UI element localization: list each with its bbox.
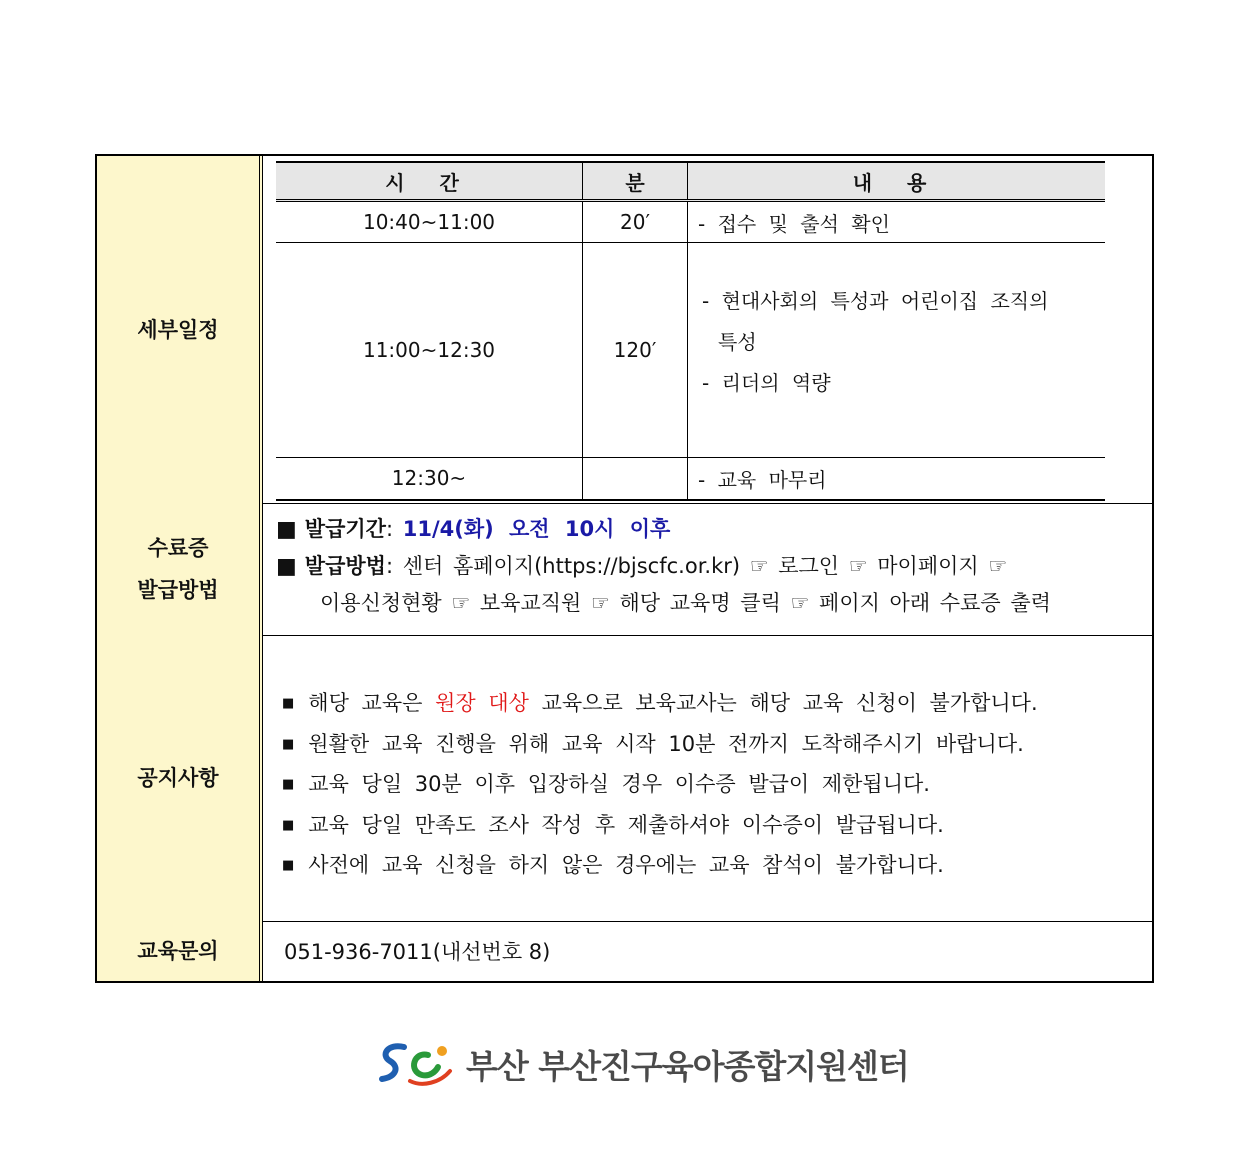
square-bullet-icon: ■ — [276, 517, 297, 542]
issue-method-line: ■ 발급방법: 센터 홈페이지(https://bjscfc.or.kr) ☞ 로그인 ☞ 마이페이지 ☞ — [276, 554, 1008, 579]
content-line: - 리더의 역량 — [702, 370, 831, 395]
notice-item: ■ 교육 당일 30분 이후 입장하실 경우 이수증 발급이 제한됩니다. — [282, 772, 930, 796]
table-row — [276, 201, 1105, 243]
schedule-header-row — [276, 162, 1105, 201]
notice-item: ■ 교육 당일 만족도 조사 작성 후 제출하셔야 이수증이 발급됩니다. — [282, 812, 944, 837]
time-cell: 12:30~ — [276, 458, 583, 500]
minutes-cell: 20′ — [583, 201, 688, 243]
square-bullet-icon: ■ — [282, 817, 295, 833]
square-bullet-icon: ■ — [282, 736, 295, 752]
certificate-label: 수료증 발급방법 — [97, 503, 263, 635]
issue-period-line: ■ 발급기간: 11/4(화) 오전 10시 이후 — [276, 517, 671, 542]
content-line: 특성 — [718, 329, 757, 354]
notice-item: ■ 해당 교육은 원장 대상 교육으로 보육교사는 해당 교육 신청이 불가합니다. — [282, 691, 1038, 715]
inquiry-row — [97, 921, 1152, 981]
schedule-row — [97, 156, 1152, 504]
notice-label: 공지사항 — [97, 635, 263, 921]
certificate-content — [264, 503, 1152, 635]
issue-method-text: 센터 홈페이지(https://bjscfc.or.kr) ☞ 로그인 ☞ 마이페이지 ☞ — [402, 554, 1008, 578]
header-time: 시 간 — [276, 162, 583, 201]
busan-logo-icon — [378, 1041, 458, 1087]
minutes-cell: 120′ — [583, 243, 688, 458]
org-name: 부산 부산진구육아종합지원센터 — [466, 1046, 909, 1086]
inquiry-content — [264, 921, 1152, 981]
time-cell: 11:00~12:30 — [276, 243, 583, 458]
header-content: 내 용 — [688, 162, 1106, 201]
notice-content — [264, 635, 1152, 921]
square-bullet-icon: ■ — [282, 777, 295, 792]
highlight-target: 원장 대상 — [435, 691, 529, 715]
table-row — [276, 458, 1105, 500]
content-cell: - 접수 및 출석 확인 — [688, 201, 1106, 243]
info-table — [95, 154, 1154, 983]
content-lines — [698, 277, 1104, 424]
schedule-table — [276, 161, 1105, 501]
content-cell: - 교육 마무리 — [688, 458, 1106, 500]
schedule-label: 세부일정 — [97, 156, 263, 503]
issue-method-label: 발급방법 — [304, 554, 386, 578]
time-cell: 10:40~11:00 — [276, 201, 583, 243]
square-bullet-icon: ■ — [282, 696, 295, 711]
content-line: - 현대사회의 특성과 어린이집 조직의 — [702, 288, 1049, 313]
notice-item: ■ 사전에 교육 신청을 하지 않은 경우에는 교육 참석이 불가합니다. — [282, 853, 944, 877]
footer-logo — [378, 1040, 909, 1088]
issue-period-value: 11/4(화) 오전 10시 이후 — [402, 517, 671, 541]
square-bullet-icon: ■ — [282, 858, 295, 873]
notice-item: ■ 원활한 교육 진행을 위해 교육 시작 10분 전까지 도착해주시기 바랍니다. — [282, 731, 1024, 756]
content-cell — [688, 243, 1106, 458]
header-minutes: 분 — [583, 162, 688, 201]
certificate-row — [97, 503, 1152, 636]
minutes-cell — [583, 458, 688, 500]
issue-method-line-2: 이용신청현황 ☞ 보육교직원 ☞ 해당 교육명 클릭 ☞ 페이지 아래 수료증 출력 — [320, 591, 1051, 615]
notice-row — [97, 635, 1152, 922]
inquiry-label: 교육문의 — [97, 921, 263, 981]
schedule-content — [264, 156, 1152, 503]
square-bullet-icon: ■ — [276, 554, 297, 579]
issue-period-label: 발급기간 — [304, 517, 386, 541]
inquiry-phone: 051-936-7011(내선번호 8) — [284, 940, 551, 964]
table-row — [276, 243, 1105, 458]
